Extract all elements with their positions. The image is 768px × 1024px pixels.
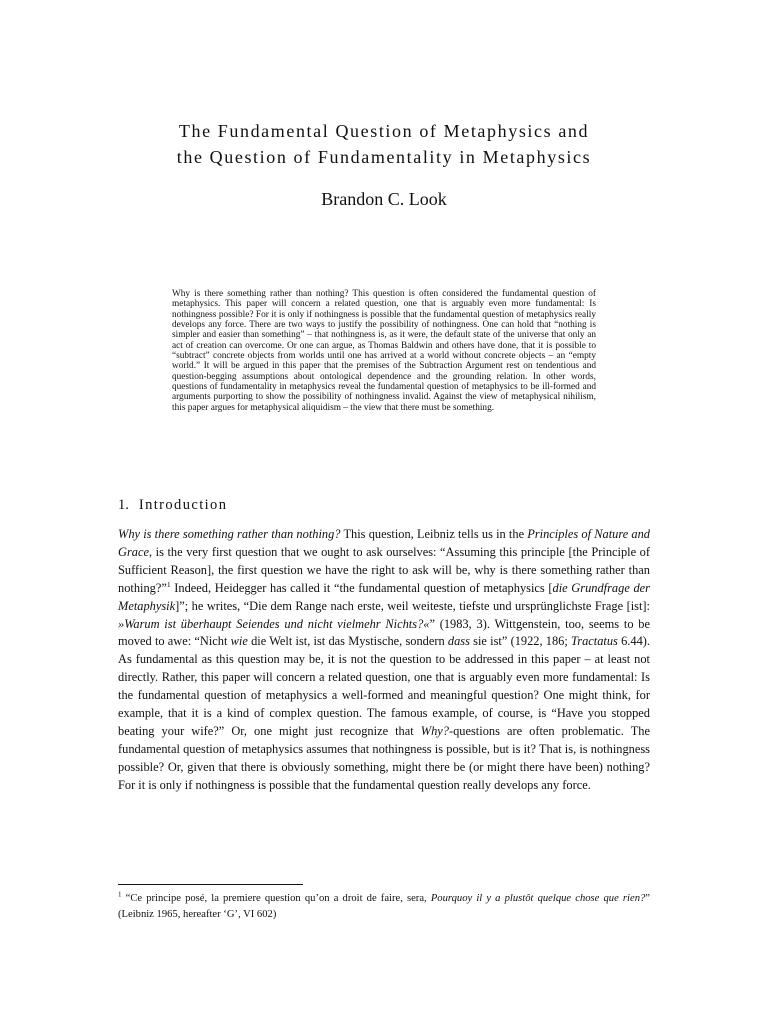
body-italic-word: wie: [230, 634, 248, 649]
footnote-text-span: “Ce principe posé, la premiere question qu’on a droit de faire, sera,: [121, 893, 431, 904]
body-text-span: sie ist” (1922, 186;: [469, 634, 572, 649]
title-line-1: The Fundamental Question of Metaphysics and: [178, 121, 590, 141]
section-title: Introduction: [138, 497, 228, 513]
body-italic-work: Tractatus: [571, 634, 618, 649]
body-paragraph: [118, 526, 650, 795]
section-number: 1.: [118, 497, 129, 513]
body-text-span: 6.44). As fundamental as this question may be, it is not the question to be addressed in this paper – at least not directly. Rather, this paper will concern a related question, one that is arguably even more fundamental: Is the fundamental question of metaphysics a well-formed and meaningful question? One might think, for example, that it is a kind of complex question. The famous example, of course, is “Have you stopped beating your wife?” Or, one might just recognize that: [118, 634, 650, 738]
body-italic-quote: »Warum ist überhaupt Seiendes und nicht vielmehr Nichts?«: [118, 616, 430, 631]
author-name: Brandon C. Look: [321, 189, 447, 209]
footnote-mark: 1: [118, 890, 122, 899]
footnote-text-span: ” (Leibniz 1965, hereafter ‘G’, VI 602): [118, 893, 650, 920]
body-text-span: -questions are often problematic. The fundamental question of metaphysics assumes that nothingness is possible, but is it? That is, is nothingness possible? Or, given that there is obviously something, might there be (or might there have been) nothing? For it is only if nothingness is possible that the fundamental question really develops any force.: [118, 723, 650, 792]
body-text-span: This question, Leibniz tells us in the: [340, 527, 528, 541]
body-italic-question: Why is there something rather than nothing?: [118, 527, 341, 541]
title-line-2: the Question of Fundamentality in Metaphysics: [176, 147, 592, 167]
abstract: Why is there something rather than nothing? This question is often considered the fundamental question of metaphysics. This paper will concern a related question, one that is arguably even more fundamental: Is nothingness possible? For it is only if nothingness is possible that the fundamental question of metaphysics really develops any force. There are two ways to justify the possibility of nothingness. One can hold that “nothing is simpler and easier than something” – that nothingness is, as it were, the default state of the universe that only an act of creation can overcome. Or one can argue, as Thomas Baldwin and others have done, that it is possible to “subtract” concrete objects from worlds until one has arrived at a world without concrete objects – an “empty world.” It will be argued in this paper that the premises of the Subtraction Argument rest on tendentious and question-begging assumptions about ontological dependence and the grounding relation. In other words, questions of fundamentality in metaphysics reveal the fundamental question of metaphysics to be ill-formed and arguments purporting to show the possibility of nothingness invalid. Against the view of metaphysical nihilism, this paper argues for metaphysical aliquidism – the view that there must be something.: [172, 289, 596, 413]
footnote: [118, 891, 650, 922]
footnote-reference: 1: [166, 579, 171, 589]
body-text-span: ]”; he writes, “Die dem Range nach erste, weil weiteste, tiefste und ursprünglichste Frage [ist]:: [175, 598, 650, 613]
section-heading: [118, 497, 227, 514]
body-italic-german: die Grundfrage der Metaphysik: [118, 580, 650, 613]
paper-title: [60, 118, 708, 170]
body-italic-why: Why?: [420, 723, 449, 738]
body-text-span: Indeed, Heidegger has called it “the fundamental question of metaphysics [: [170, 580, 553, 595]
body-text-span: ” (1983, 3). Wittgenstein, too, seems to be moved to awe: “Nicht: [118, 616, 650, 649]
body-italic-title: Principles of Nature and Grace: [118, 527, 650, 559]
body-text-span: , is the very first question that we ought to ask ourselves: “Assuming this principle [the Principle of Sufficient Reason], the first question we have the right to ask will be, why is there something rather than nothing?”: [118, 544, 650, 595]
footnote-divider: [118, 884, 303, 885]
body-italic-word: dass: [447, 634, 470, 649]
footnote-italic-quote: Pourquoy il y a plustôt quelque chose que rien?: [430, 893, 646, 904]
body-text-span: die Welt ist, ist das Mystische, sondern: [247, 634, 448, 649]
